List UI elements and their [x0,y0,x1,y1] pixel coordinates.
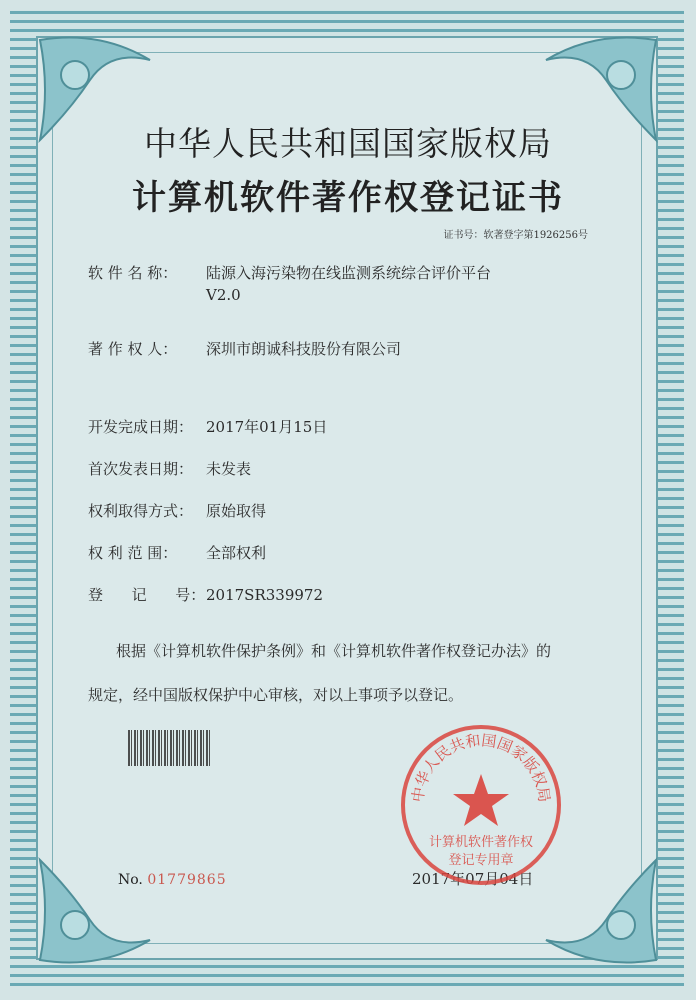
acquire-label: 权利取得方式： [88,502,194,520]
body-line-2: 规定，经中国版权保护中心审核，对以上事项予以登记。 [88,686,464,704]
certificate-number: 证书号：软著登字第1926256号 [443,230,588,241]
dev-date-row [88,416,327,437]
dev-date-label: 开发完成日期： [88,418,194,436]
owner-row [88,338,401,359]
barcode-icon [128,730,210,766]
scope-label: 权 利 范 围： [88,544,178,562]
software-name-value: 陆源入海污染物在线监测系统综合评价平台 [206,264,492,282]
body-line-1: 根据《计算机软件保护条例》和《计算机软件著作权登记办法》的 [116,642,552,660]
registration-label: 登 记 号： [88,586,206,604]
certificate-title: 计算机软件著作权登记证书 [132,178,564,218]
issue-date: 2017年07月04日 [412,870,534,888]
acquire-row [88,500,266,521]
authority-title: 中华人民共和国国家版权局 [144,124,552,163]
registration-row [88,584,323,605]
registration-number: 2017SR339972 [206,586,324,604]
seal-line-1: 计算机软件著作权 [428,835,534,850]
owner-value: 深圳市朗诚科技股份有限公司 [206,340,402,358]
software-version: V2.0 [206,286,241,304]
official-seal [398,722,564,888]
serial-value: 01779865 [147,872,227,888]
acquire-value: 原始取得 [206,502,267,520]
scope-value: 全部权利 [206,544,267,562]
serial-number [118,872,227,888]
publish-date-label: 首次发表日期： [88,460,194,478]
owner-label: 著 作 权 人： [88,340,178,358]
serial-label: No. [118,872,143,888]
seal-star-icon [453,774,509,826]
scope-row [88,542,266,563]
software-name-label: 软 件 名 称： [88,264,178,282]
publish-date-value: 未发表 [206,460,252,478]
dev-date-value: 2017年01月15日 [206,418,328,436]
corner-ornament-icon [30,850,160,970]
seal-line-2: 登记专用章 [448,853,514,868]
publish-date-row [88,458,251,479]
software-name-row [88,262,491,283]
seal-ring-text: 中华人民共和国国家版权局 [408,731,554,804]
